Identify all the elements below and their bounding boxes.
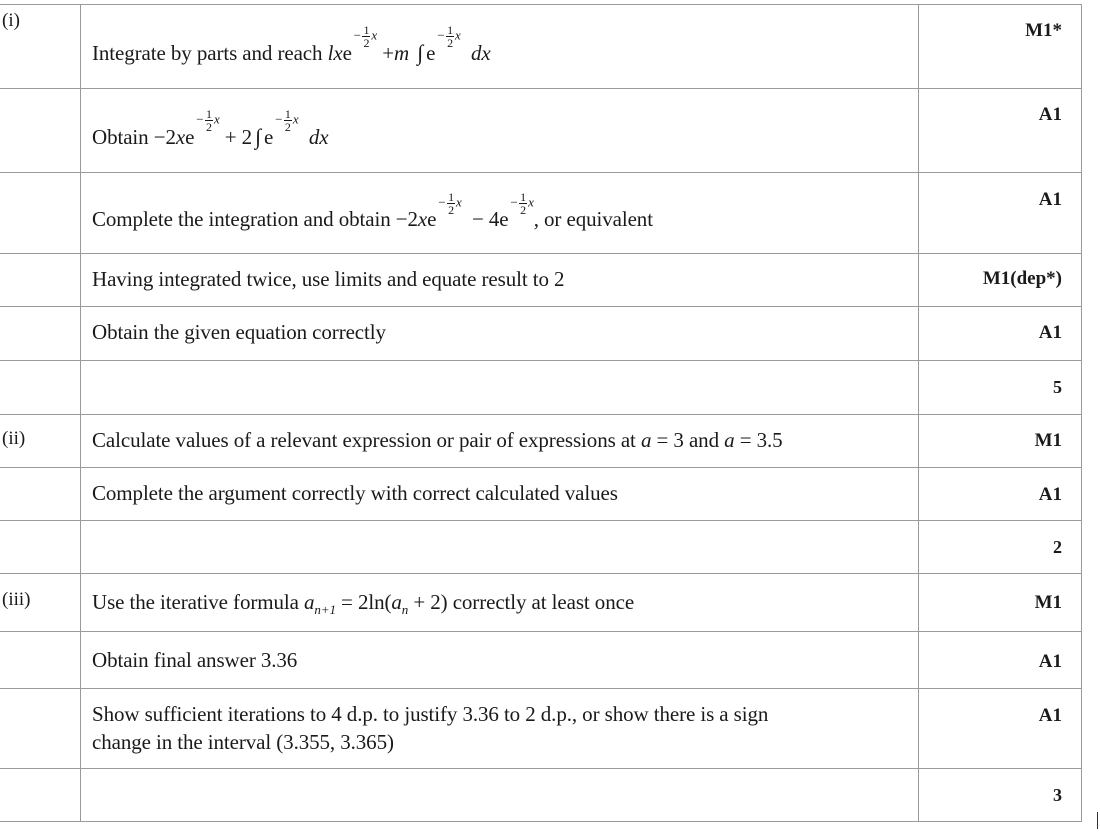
exp-sign: − [195, 111, 205, 127]
exp-x: x [292, 111, 299, 127]
exp-sign: − [509, 194, 519, 210]
math-symbol: x [417, 207, 428, 231]
exp-num: 1 [206, 107, 212, 121]
math-symbol: e [264, 125, 274, 149]
math-symbol: e [427, 207, 437, 231]
row-divider [0, 467, 1082, 468]
section-divider [0, 414, 1082, 415]
criterion-text: Obtain the given equation correctly [92, 320, 386, 344]
row-divider [0, 88, 1082, 89]
exp-den: 2 [284, 120, 291, 134]
row-divider [0, 306, 1082, 307]
criterion-text: Show sufficient iterations to 4 d.p. to justify 3.36 to 2 d.p., or show there is a sign [92, 702, 769, 726]
math-symbol: + 2) [413, 590, 448, 614]
row-divider [0, 768, 1082, 769]
integral-icon: ∫ [417, 40, 424, 65]
criterion-prefix: Complete the integration and obtain [92, 207, 391, 231]
criterion-prefix: Calculate values of a relevant expression or pair of expressions at [92, 428, 636, 452]
criterion-text-line2: change in the interval (3.355, 3.365) [92, 730, 394, 754]
math-symbol: m [393, 41, 410, 65]
criterion-text [92, 428, 783, 453]
exp-den: 2 [520, 203, 527, 217]
math-symbol: x [175, 125, 186, 149]
part-total: 5 [1053, 377, 1062, 397]
integral-icon: ∫ [255, 124, 261, 149]
math-symbol: e [185, 125, 195, 149]
exp-fraction [284, 108, 292, 133]
math-symbol: dx [470, 41, 491, 65]
criterion-text [92, 190, 653, 232]
exp-x: x [528, 194, 534, 210]
column-divider [80, 4, 81, 822]
mark-code: A1 [1038, 189, 1062, 210]
math-symbol: a [724, 428, 735, 452]
criterion-suffix: correctly at least once [452, 590, 635, 614]
mark-code: A1 [1038, 322, 1062, 343]
math-symbol: e [342, 41, 352, 65]
exp-sign: − [436, 27, 446, 43]
part-label: (iii) [2, 589, 31, 610]
math-symbol: a [304, 590, 315, 614]
math-subscript: n [401, 602, 409, 617]
math-symbol: − 4e [471, 207, 509, 231]
math-symbol: l [327, 41, 334, 65]
column-divider [918, 4, 919, 822]
mark-code: A1 [1038, 484, 1062, 505]
section-divider [0, 573, 1082, 574]
text-cursor [1097, 812, 1098, 829]
mark-code: A1 [1038, 104, 1062, 125]
exp-den: 2 [448, 203, 454, 217]
mark-code: M1 [1034, 592, 1062, 613]
exponent [509, 191, 533, 216]
exponent [437, 191, 461, 216]
mark-code: A1 [1038, 651, 1062, 672]
row-divider [0, 253, 1082, 254]
criterion-prefix: Use the iterative formula [92, 590, 299, 614]
exp-den: 2 [447, 36, 453, 50]
mark-code: A1 [1038, 705, 1062, 726]
exp-fraction [447, 191, 455, 216]
math-symbol: x [333, 41, 343, 65]
criterion-text: Complete the argument correctly with correct calculated values [92, 481, 618, 505]
exponent [274, 108, 298, 133]
math-symbol: a [391, 590, 402, 614]
criterion-text [92, 23, 491, 66]
exp-fraction [362, 24, 370, 49]
criterion-text [92, 590, 634, 618]
exp-num: 1 [447, 23, 453, 37]
column-divider [1081, 4, 1082, 822]
math-symbol: −2 [395, 207, 418, 231]
exp-x: x [455, 194, 462, 210]
row-divider [0, 360, 1082, 361]
row-divider [0, 172, 1082, 173]
exp-den: 2 [363, 36, 370, 50]
math-symbol: dx [308, 125, 329, 149]
row-divider [0, 688, 1082, 689]
math-symbol: −2 [153, 125, 176, 149]
exp-fraction [519, 191, 527, 216]
criterion-suffix: = 3.5 [739, 428, 783, 452]
criterion-suffix: , or equivalent [533, 207, 653, 231]
criterion-suffix: = 3 and [656, 428, 719, 452]
exp-sign: − [437, 194, 447, 210]
math-symbol: + 2 [224, 125, 253, 149]
math-symbol: + [382, 41, 394, 65]
row-divider [0, 631, 1082, 632]
part-total: 2 [1053, 537, 1062, 557]
part-total: 3 [1053, 785, 1062, 805]
exp-sign: − [352, 27, 362, 43]
exp-num: 1 [284, 107, 291, 121]
math-symbol: e [426, 41, 436, 65]
criterion-text: Having integrated twice, use limits and equate result to 2 [92, 267, 565, 291]
exp-fraction [205, 108, 213, 133]
criterion-text [92, 107, 329, 150]
part-label: (ii) [2, 428, 26, 449]
mark-code: M1(dep*) [982, 268, 1062, 289]
row-divider [0, 520, 1082, 521]
exponent [353, 24, 377, 49]
math-subscript: n+1 [314, 602, 336, 617]
math-symbol: a [640, 428, 652, 452]
row-divider [0, 821, 1082, 822]
exponent [195, 108, 219, 133]
criterion-prefix: Integrate by parts and reach [92, 41, 323, 65]
exp-x: x [371, 27, 378, 43]
mark-code: M1 [1034, 430, 1062, 451]
criterion-prefix: Obtain [92, 125, 149, 149]
exp-x: x [213, 111, 220, 127]
exp-fraction [446, 24, 454, 49]
exp-num: 1 [448, 190, 454, 204]
mark-code: M1* [1025, 20, 1062, 41]
row-divider [0, 4, 1082, 5]
exp-sign: − [274, 111, 283, 127]
math-symbol: = 2ln( [341, 590, 392, 614]
exponent [436, 24, 460, 49]
exp-num: 1 [520, 190, 527, 204]
exp-x: x [454, 27, 461, 43]
criterion-text: Obtain final answer 3.36 [92, 648, 298, 672]
exp-num: 1 [363, 23, 370, 37]
exp-den: 2 [206, 120, 212, 134]
part-label: (i) [2, 10, 20, 31]
